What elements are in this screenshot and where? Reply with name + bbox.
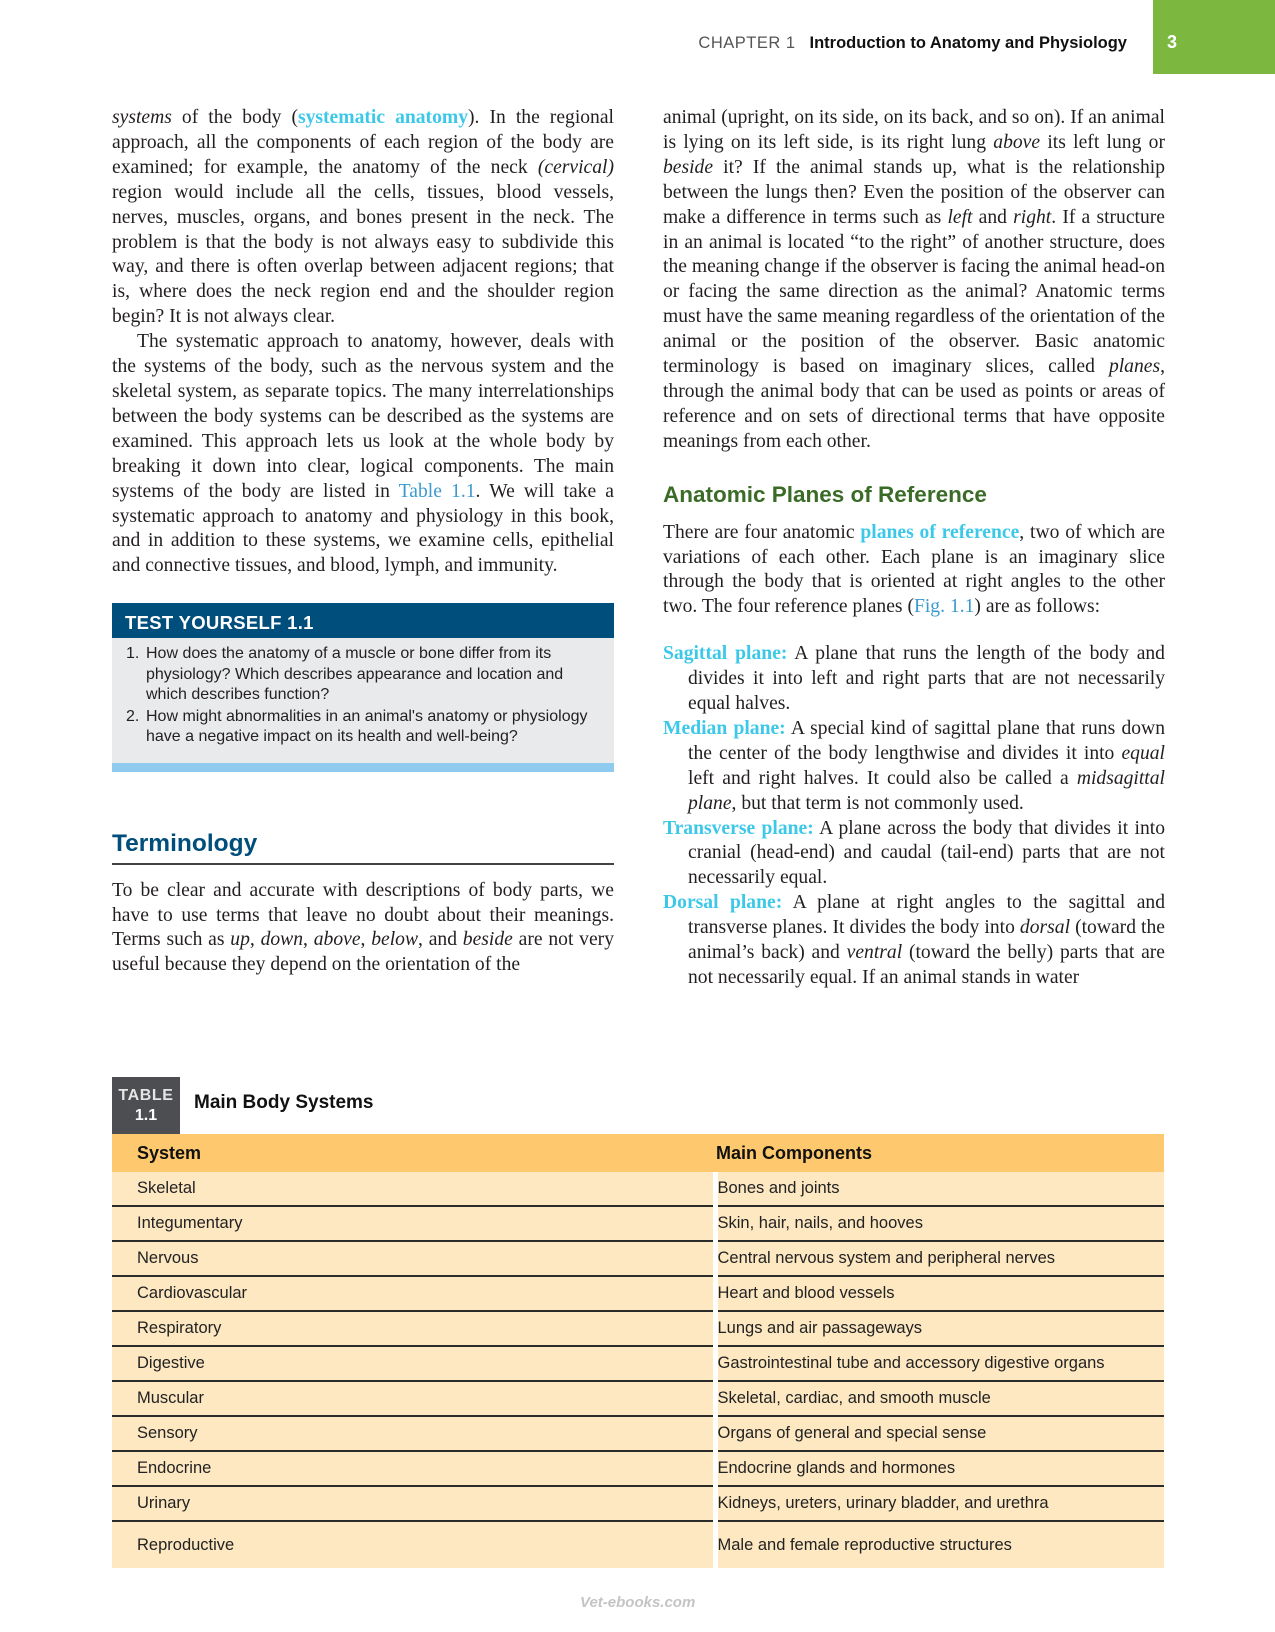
table-row: Sensory Organs of general and special sense: [112, 1416, 1164, 1451]
paragraph: animal (upright, on its side, on its back, and so on). If an animal is lying on its left side, is its right lung above its left lung or beside it? If the animal stands up, what is the relationship between the lungs then? Even the position of the observer can make a difference in terms such as left and right. If a structure in an animal is located “to the right” of another structure, does the meaning change if the observer is facing the animal head-on or facing the same direction as the animal? Anatomic terms must have the same meaning regardless of the orientation of the animal or the position of the observer. Basic anatomic terminology is based on imaginary slices, called planes, through the animal body that can be used as points or areas of reference and on sets of directional terms that have opposite meanings from each other.: [663, 107, 1165, 452]
keyword-link[interactable]: planes of reference: [860, 521, 1020, 543]
paragraph: The systematic approach to anatomy, however, deals with the systems of the body, such as the nervous system and the skeletal system, as separate topics. The many interrelationships between the body systems can be described as the systems are examined. This approach lets us look at the whole body by breaking it down into clear, logical components. The main systems of the body are listed in Table 1.1. We will take a systematic approach to anatomy and physiology in this book, and in addition to these systems, we examine cells, epithelial and connective tissues, and blood, lymph, and immunity.: [112, 331, 615, 577]
page-number: 3: [1167, 32, 1178, 52]
table-row: Integumentary Skin, hair, nails, and hooves: [112, 1206, 1164, 1241]
table-main-body-systems: [112, 1077, 1164, 1568]
table-row: Urinary Kidneys, ureters, urinary bladder, and urethra: [112, 1486, 1164, 1521]
definition-dorsal: Dorsal plane: A plane at right angles to the sagittal and transverse planes. It divides the body into dorsal (toward the animal’s back) and ventral (toward the belly) parts that are not necessarily equal. If an animal stands in water: [663, 892, 1166, 988]
table-tag: TABLE 1.1: [112, 1077, 180, 1134]
test-yourself-title: TEST YOURSELF 1.1: [112, 603, 614, 638]
question-item: 1. How does the anatomy of a muscle or bone differ from its physiology? Which describes appearance and location and which describes function?: [126, 645, 564, 704]
test-yourself-box: [112, 603, 614, 772]
table-row: Cardiovascular Heart and blood vessels: [112, 1276, 1164, 1311]
chapter-label: CHAPTER 1: [698, 34, 796, 52]
term-transverse[interactable]: Transverse plane:: [663, 817, 814, 839]
section-heading-planes: Anatomic Planes of Reference: [663, 481, 987, 507]
table-row: Reproductive Male and female reproductive structures: [112, 1521, 1164, 1568]
table-caption: [112, 1077, 1164, 1134]
table-row: Digestive Gastrointestinal tube and accessory digestive organs: [112, 1346, 1164, 1381]
paragraph: There are four anatomic planes of reference, two of which are variations of each other. Each plane is an imaginary slice through the body that is oriented at right angles to the other two. The four reference planes (Fig. 1.1) are as follows:: [663, 521, 1165, 618]
right-column: [663, 106, 1165, 991]
figure-reference-link[interactable]: Fig. 1.1: [913, 596, 975, 618]
column-header-system: System: [112, 1134, 715, 1172]
definition-sagittal: Sagittal plane: A plane that runs the length of the body and divides it into left and right parts that are not necessarily equal halves.: [663, 643, 1165, 715]
keyword-link[interactable]: systematic anatomy: [297, 107, 469, 128]
definition-median: Median plane: A special kind of sagittal plane that runs down the center of the body lengthwise and divides it into equal left and right halves. It could also be called a midsagittal plane, but that term is not commonly used.: [663, 717, 1165, 814]
table-row: Respiratory Lungs and air passageways: [112, 1311, 1164, 1346]
running-head: [698, 34, 1127, 53]
table-row: Skeletal Bones and joints: [112, 1172, 1164, 1206]
term-dorsal[interactable]: Dorsal plane:: [663, 892, 783, 914]
left-column: [112, 106, 614, 978]
term-sagittal[interactable]: Sagittal plane:: [663, 643, 788, 665]
table-row: Nervous Central nervous system and peripheral nerves: [112, 1241, 1164, 1276]
column-header-components: Main Components: [715, 1134, 1164, 1172]
chapter-title: Introduction to Anatomy and Physiology: [809, 34, 1127, 52]
table-row: Muscular Skeletal, cardiac, and smooth muscle: [112, 1381, 1164, 1416]
table-header-row: [112, 1134, 1164, 1172]
table-reference-link[interactable]: Table 1.1: [398, 480, 476, 502]
watermark: Vet-ebooks.com: [580, 1594, 696, 1611]
table-title: Main Body Systems: [194, 1092, 374, 1113]
page-number-tab: [1153, 0, 1275, 74]
paragraph: systems of the body (systematic anatomy). In the regional approach, all the components of each region of the body are examined; for example, the anatomy of the neck (cervical) region would include all the cells, tissues, blood vessels, nerves, muscles, organs, and bones present in the neck. The problem is that the body is not always easy to subdivide this way, and there is often overlap between adjacent regions; that is, where does the neck region end and the shoulder region begin? It is not always clear.: [112, 107, 614, 328]
question-item: 2. How might abnormalities in an animal's anatomy or physiology have a negative impact on its health and well-being?: [126, 707, 588, 746]
section-heading-terminology: Terminology: [112, 832, 614, 865]
question-list: [112, 638, 614, 748]
term-median[interactable]: Median plane:: [663, 717, 786, 739]
systems-table: [112, 1134, 1164, 1568]
table-row: Endocrine Endocrine glands and hormones: [112, 1451, 1164, 1486]
paragraph: To be clear and accurate with descriptions of body parts, we have to use terms that leave no doubt about their meanings. Terms such as up, down, above, below, and beside are not very useful because they depend on the orientation of the: [112, 879, 614, 976]
definition-transverse: Transverse plane: A plane across the body that divides it into cranial (head-end) and caudal (tail-end) parts that are not necessarily equal.: [663, 817, 1165, 889]
